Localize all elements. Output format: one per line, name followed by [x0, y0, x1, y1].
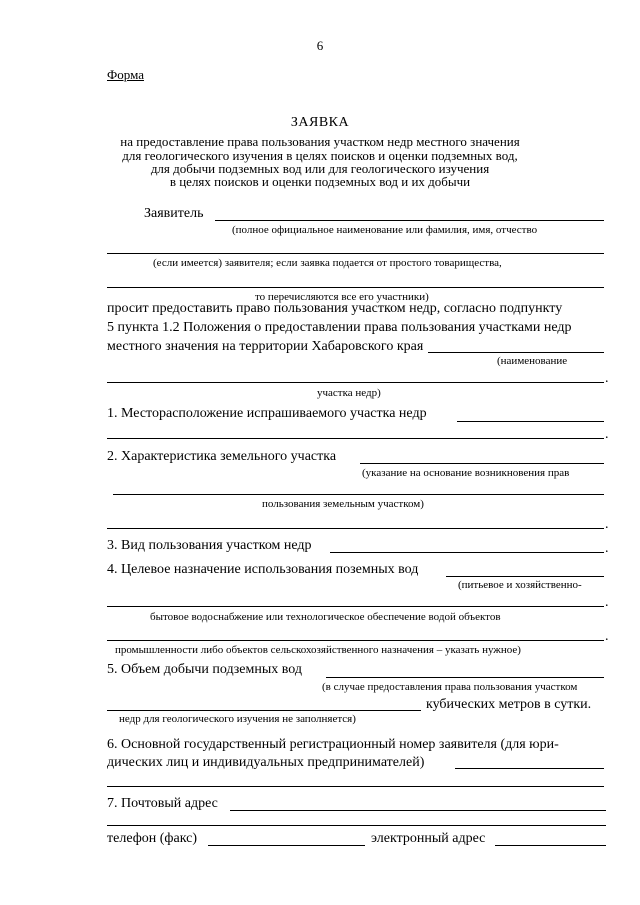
- line-end-period: .: [605, 517, 609, 532]
- subtitle-line: для добычи подземных вод или для геологического изучения: [150, 161, 490, 176]
- request-text-line: просит предоставить право пользования участком недр, согласно подпункту: [107, 301, 563, 316]
- land-hint: (указание на основание возникновения прав: [362, 467, 570, 479]
- item-use-type-label: 3. Вид пользования участком недр: [107, 538, 312, 553]
- volume-value-line[interactable]: [107, 710, 421, 711]
- line-end-period: .: [605, 541, 609, 556]
- applicant-hint: то перечисляются все его участники): [255, 291, 429, 303]
- form-label: Форма: [107, 67, 144, 82]
- item-purpose-label: 4. Целевое назначение использования поземных вод: [107, 562, 419, 577]
- purpose-hint: (питьевое и хозяйственно-: [458, 579, 582, 591]
- volume-hint: недр для геологического изучения не заполняется): [119, 713, 356, 725]
- postal-line-2[interactable]: [107, 825, 606, 826]
- applicant-name-line-2[interactable]: [107, 253, 604, 254]
- volume-line[interactable]: [326, 677, 604, 678]
- item-location-label: 1. Месторасположение испрашиваемого участка недр: [107, 406, 427, 421]
- phone-line[interactable]: [208, 845, 365, 846]
- subtitle-line: для геологического изучения в целях поисков и оценки подземных вод,: [122, 148, 518, 163]
- plot-name-hint: (наименование: [497, 355, 568, 367]
- phone-label: телефон (факс): [107, 831, 198, 846]
- purpose-line-3[interactable]: [107, 640, 604, 641]
- land-line-3[interactable]: [107, 528, 604, 529]
- applicant-name-line-3[interactable]: [107, 287, 604, 288]
- purpose-line[interactable]: [446, 576, 604, 577]
- email-line[interactable]: [495, 845, 606, 846]
- registration-line[interactable]: [455, 768, 604, 769]
- plot-name-line-2[interactable]: [107, 382, 604, 383]
- postal-line[interactable]: [230, 810, 606, 811]
- item-land-label: 2. Характеристика земельного участка: [107, 449, 337, 464]
- subtitle-line: на предоставление права пользования участком недр местного значения: [120, 134, 520, 149]
- location-line[interactable]: [457, 421, 604, 422]
- item-postal-label: 7. Почтовый адрес: [107, 796, 218, 811]
- use-type-line[interactable]: [330, 552, 604, 553]
- line-end-period: .: [605, 371, 609, 386]
- applicant-label: Заявитель: [144, 206, 204, 221]
- applicant-hint: (если имеется) заявителя; если заявка подается от простого товарищества,: [153, 257, 502, 269]
- applicant-hint: (полное официальное наименование или фамилия, имя, отчество: [232, 224, 538, 236]
- purpose-line-2[interactable]: [107, 606, 604, 607]
- page-number: 6: [316, 38, 324, 53]
- land-line-2[interactable]: [113, 494, 604, 495]
- volume-units: кубических метров в сутки.: [426, 697, 592, 712]
- registration-line-2[interactable]: [107, 786, 604, 787]
- line-end-period: .: [605, 595, 609, 610]
- land-line[interactable]: [360, 463, 604, 464]
- line-end-period: .: [605, 629, 609, 644]
- purpose-hint: промышленности либо объектов сельскохозяйственного назначения – указать нужное): [115, 644, 521, 656]
- line-end-period: .: [605, 427, 609, 442]
- applicant-name-line[interactable]: [215, 220, 604, 221]
- item-volume-label: 5. Объем добычи подземных вод: [107, 662, 303, 677]
- plot-name-hint: участка недр): [317, 387, 381, 399]
- purpose-hint: бытовое водоснабжение или технологическое обеспечение водой объектов: [150, 611, 501, 623]
- location-line-2[interactable]: [107, 438, 604, 439]
- request-text-line: 5 пункта 1.2 Положения о предоставлении права пользования участками недр: [107, 320, 572, 335]
- plot-name-line[interactable]: [428, 352, 604, 353]
- volume-hint: (в случае предоставления права пользования участком: [322, 681, 578, 693]
- item-registration-label: 6. Основной государственный регистрационный номер заявителя (для юри-: [107, 737, 559, 752]
- request-text-line: местного значения на территории Хабаровского края: [107, 339, 424, 354]
- document-title: ЗАЯВКА: [290, 115, 350, 130]
- item-registration-label: дических лиц и индивидуальных предпринимателей): [107, 755, 425, 770]
- email-label: электронный адрес: [371, 831, 486, 846]
- subtitle-line: в целях поисков и оценки подземных вод и их добычи: [169, 174, 471, 189]
- land-hint: пользования земельным участком): [262, 498, 424, 510]
